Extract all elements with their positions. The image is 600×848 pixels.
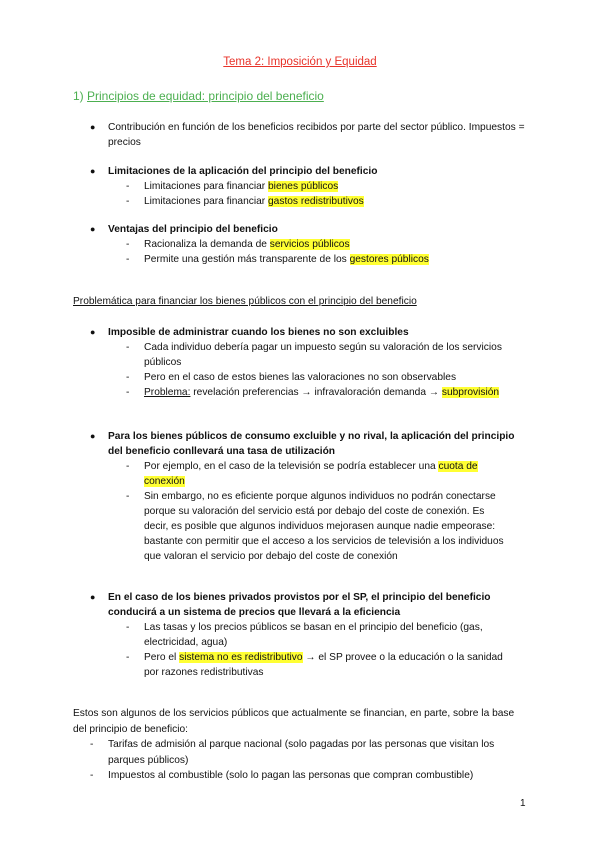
dash-icon: - [126, 181, 130, 192]
bullet-dot-icon: ● [90, 122, 96, 132]
section-label: Principios de equidad: principio del beneficio [87, 89, 324, 103]
bullet-dot-icon: ● [90, 224, 96, 234]
bullet-title: En el caso de los bienes privados provistos por el SP, el principio del beneficio conducirá a un sistema de precios que llevará a la eficiencia [108, 592, 491, 618]
highlight-text: gestores públicos [349, 254, 429, 265]
dash-icon: - [126, 387, 130, 398]
bullet-imposible [0, 325, 600, 400]
sub-text: Racionaliza la demanda de [144, 239, 270, 250]
highlight-text: gastos redistributivos [268, 196, 364, 207]
closing-paragraph [73, 706, 528, 784]
dash-icon: - [90, 770, 94, 781]
subsection-heading: Problemática para financiar los bienes públicos con el principio del beneficio [73, 296, 417, 307]
dash-icon: - [126, 461, 130, 472]
bullet-limitaciones [0, 164, 600, 209]
dash-icon: - [90, 739, 94, 750]
bullet-title: Limitaciones de la aplicación del principio del beneficio [108, 166, 378, 177]
highlight-text: servicios públicos [269, 239, 350, 250]
sub-text: Impuestos al combustible (solo lo pagan las personas que compran combustible) [108, 770, 474, 781]
sub-text: Por ejemplo, en el caso de la televisión se podría establecer una [144, 461, 439, 472]
bullet-privados [0, 590, 600, 680]
bullet-contribucion [0, 120, 600, 150]
dash-icon: - [126, 196, 130, 207]
sub-text: Las tasas y los precios públicos se basan en el principio del beneficio (gas, electricidad, agua) [144, 622, 483, 648]
highlight-text: sistema no es redistributivo [179, 652, 303, 663]
bullet-title: Ventajas del principio del beneficio [108, 224, 278, 235]
bullet-dot-icon: ● [90, 592, 96, 602]
section-number: 1) [73, 89, 84, 103]
dash-icon: - [126, 239, 130, 250]
sub-text: Pero el [144, 652, 180, 663]
bullet-excluible [0, 429, 600, 564]
bullet-dot-icon: ● [90, 327, 96, 337]
sub-text: Pero en el caso de estos bienes las valoraciones no son observables [144, 372, 457, 383]
paragraph-text: Estos son algunos de los servicios públicos que actualmente se financian, en parte, sobre la base del principio de beneficio: [73, 708, 515, 735]
dash-icon: - [126, 622, 130, 633]
section-heading [73, 89, 324, 103]
bullet-dot-icon: ● [90, 431, 96, 441]
sub-text: Cada individuo debería pagar un impuesto según su valoración de los servicios públicos [144, 342, 502, 368]
dash-icon: - [126, 342, 130, 353]
page-number: 1 [520, 798, 526, 809]
sub-text: Limitaciones para financiar [144, 196, 269, 207]
bullet-dot-icon: ● [90, 166, 96, 176]
bullet-text: Contribución en función de los beneficios recibidos por parte del sector público. Impuestos = precios [108, 122, 525, 148]
sub-text: → el SP provee o la educación o la sanidad por razones redistributivas [144, 652, 503, 678]
dash-icon: - [126, 652, 130, 663]
sub-text: Tarifas de admisión al parque nacional (solo pagadas por las personas que visitan los parques públicos) [108, 739, 495, 766]
underlined-text: Problema: [144, 387, 191, 398]
sub-text: Limitaciones para financiar [144, 181, 269, 192]
highlight-text: cuota de conexión [144, 461, 478, 487]
bullet-ventajas [0, 222, 600, 267]
dash-icon: - [126, 254, 130, 265]
highlight-text: subprovisión [441, 387, 500, 398]
document-title: Tema 2: Imposición y Equidad [223, 56, 377, 68]
dash-icon: - [126, 372, 130, 383]
highlight-text: bienes públicos [268, 181, 339, 192]
bullet-title: Para los bienes públicos de consumo excluible y no rival, la aplicación del principio del beneficio conllevará una tasa de utilización [108, 431, 515, 457]
dash-icon: - [126, 491, 130, 502]
sub-text: Permite una gestión más transparente de los [144, 254, 350, 265]
bullet-title: Imposible de administrar cuando los bienes no son excluibles [108, 327, 409, 338]
sub-text: revelación preferencias → infravaloración demanda → [190, 387, 442, 398]
sub-text: Sin embargo, no es eficiente porque algunos individuos no podrán conectarse porque su valoración del servicio está por debajo del coste de conexión. Es decir, es posible que algunos individuos mejorasen aunque nadie empeorase: bastante con permitir que el acceso a los servicios de televisión a los individuos que valoran el servicio por debajo del coste de conexión [144, 491, 504, 562]
